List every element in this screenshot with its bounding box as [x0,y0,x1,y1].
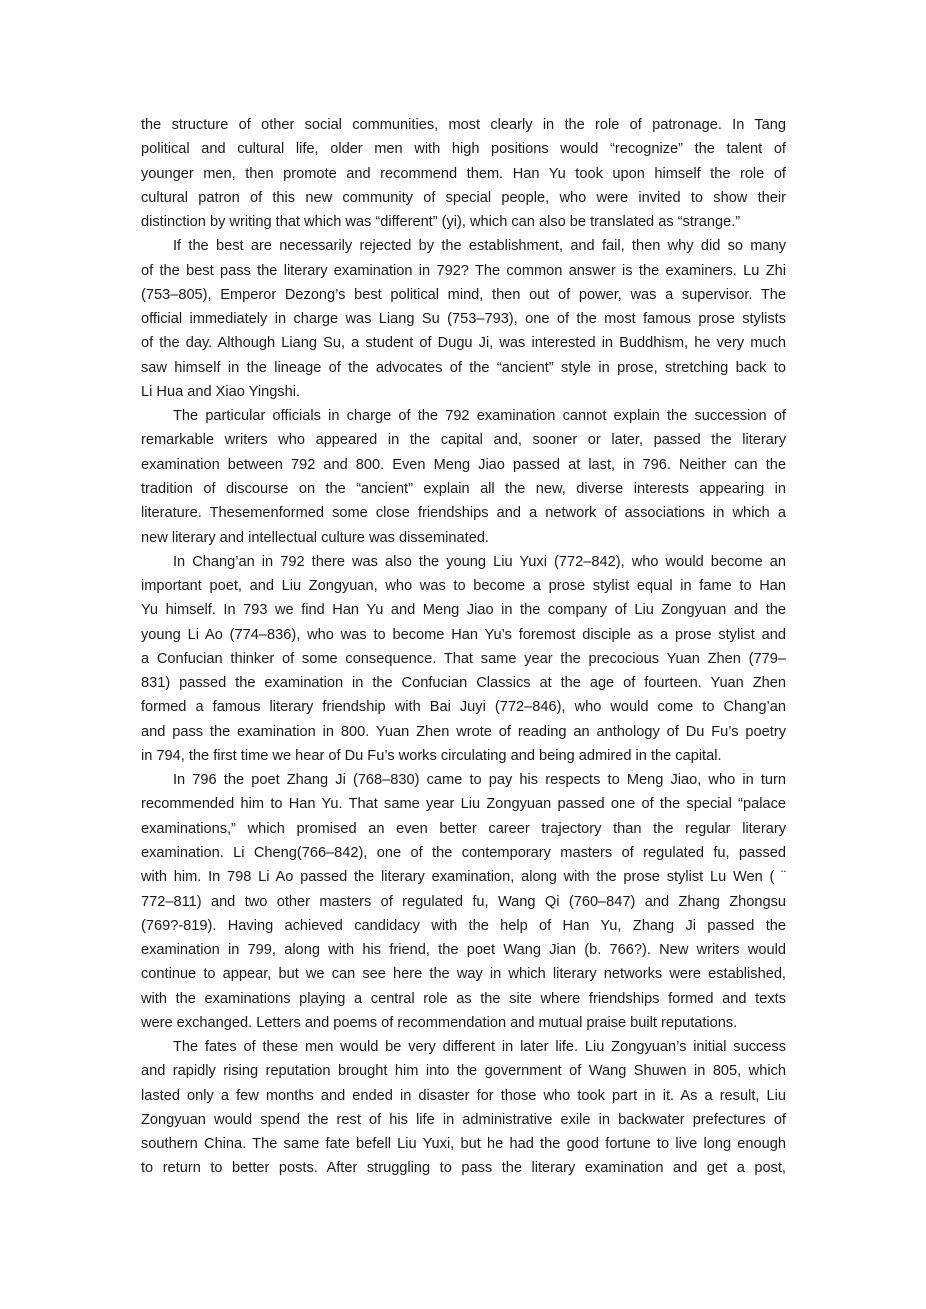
paragraph [141,113,786,234]
text-line: with the examinations playing a central role as the site where friendships formed and texts [141,990,786,1007]
text-line: examinations,” which promised an even better career trajectory than the regular literary [141,820,786,837]
text-line: If the best are necessarily rejected by the establishment, and fail, then why did so many [173,238,786,255]
text-line: Yu himself. In 793 we find Han Yu and Meng Jiao in the company of Liu Zongyuan and the [141,602,786,619]
paragraph [141,404,786,550]
text-line: to return to better posts. After struggling to pass the literary examination and get a post, [141,1160,786,1177]
document-page [141,113,786,1181]
text-line: saw himself in the lineage of the advocates of the “ancient” style in prose, stretching back to [141,359,786,376]
paragraph [141,550,786,768]
text-line: The particular officials in charge of the 792 examination cannot explain the succession of [173,408,786,425]
paragraph [141,234,786,404]
text-line: (769?-819). Having achieved candidacy with the help of Han Yu, Zhang Ji passed the [141,917,786,934]
text-line: in 794, the first time we hear of Du Fu’s works circulating and being admired in the capital. [141,747,722,764]
text-line: examination between 792 and 800. Even Meng Jiao passed at last, in 796. Neither can the [141,456,786,473]
text-line: In 796 the poet Zhang Ji (768–830) came to pay his respects to Meng Jiao, who in turn [173,772,786,789]
text-line: tradition of discourse on the “ancient” explain all the new, diverse interests appearing in [141,480,786,497]
text-line: of the day. Although Liang Su, a student of Dugu Ji, was interested in Buddhism, he very much [141,335,786,352]
text-line: with him. In 798 Li Ao passed the literary examination, along with the prose stylist Lu Wen ( ¨ [141,869,786,886]
text-line: and rapidly rising reputation brought him into the government of Wang Shuwen in 805, which [141,1063,786,1080]
text-line: of the best pass the literary examination in 792? The common answer is the examiners. Lu Zhi [141,262,786,279]
text-line: political and cultural life, older men with high positions would “recognize” the talent of [141,141,786,158]
text-line: important poet, and Liu Zongyuan, who was to become a prose stylist equal in fame to Han [141,578,786,595]
text-line: In Chang’an in 792 there was also the young Liu Yuxi (772–842), who would become an [173,553,786,570]
paragraph [141,768,786,1035]
text-line: new literary and intellectual culture was disseminated. [141,529,489,546]
text-line: official immediately in charge was Liang Su (753–793), one of the most famous prose stylists [141,311,786,328]
text-line: (753–805), Emperor Dezong’s best political mind, then out of power, was a supervisor. The [141,286,786,303]
text-line: and pass the examination in 800. Yuan Zhen wrote of reading an anthology of Du Fu’s poetry [141,723,786,740]
text-line: the structure of other social communities, most clearly in the role of patronage. In Tang [141,117,786,133]
text-line: recommended him to Han Yu. That same year Liu Zongyuan passed one of the special “palace [141,796,786,813]
text-line: a Confucian thinker of some consequence. That same year the precocious Yuan Zhen (779– [141,650,786,667]
text-line: 831) passed the examination in the Confucian Classics at the age of fourteen. Yuan Zhen [141,675,786,692]
text-line: southern China. The same fate befell Liu Yuxi, but he had the good fortune to live long enough [141,1136,786,1153]
text-line: were exchanged. Letters and poems of recommendation and mutual praise built reputations. [141,1014,738,1031]
text-line: Zongyuan would spend the rest of his life in administrative exile in backwater prefectures of [141,1111,786,1128]
paragraph [141,1035,786,1181]
text-line: literature. Thesemenformed some close friendships and a network of associations in which a [141,505,786,522]
text-line: examination. Li Cheng(766–842), one of the contemporary masters of regulated fu, passed [141,844,786,861]
text-line: cultural patron of this new community of special people, who were invited to show their [141,189,786,206]
text-line: The fates of these men would be very different in later life. Liu Zongyuan’s initial success [173,1039,786,1056]
text-line: 772–811) and two other masters of regulated fu, Wang Qi (760–847) and Zhang Zhongsu [141,893,786,910]
text-line: formed a famous literary friendship with Bai Juyi (772–846), who would come to Chang’an [141,699,786,716]
text-line: distinction by writing that which was “different” (yi), which can also be translated as “strange.” [141,214,741,231]
text-line: lasted only a few months and ended in disaster for those who took part in it. As a result, Liu [141,1087,786,1104]
text-line: remarkable writers who appeared in the capital and, sooner or later, passed the literary [141,432,786,449]
text-line: younger men, then promote and recommend them. Han Yu took upon himself the role of [141,165,786,182]
text-line: continue to appear, but we can see here the way in which literary networks were established, [141,966,786,983]
text-line: Li Hua and Xiao Yingshi. [141,383,301,400]
text-line: young Li Ao (774–836), who was to become Han Yu’s foremost disciple as a prose stylist and [141,626,786,643]
text-line: examination in 799, along with his friend, the poet Wang Jian (b. 766?). New writers would [141,942,786,959]
